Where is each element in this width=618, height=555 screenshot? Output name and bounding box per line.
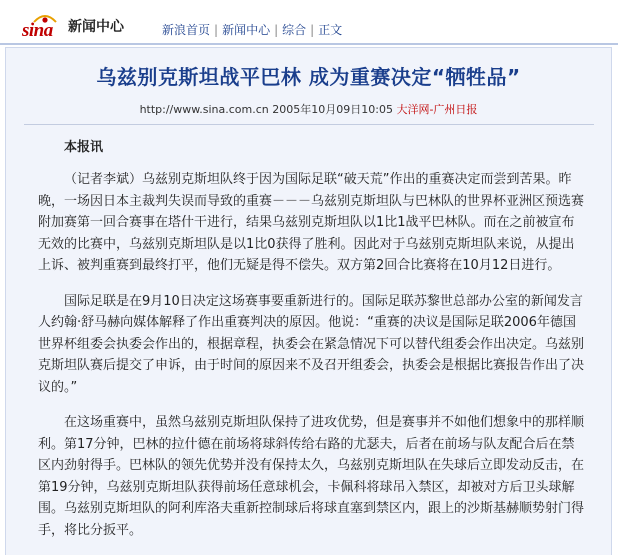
article-headline: 乌兹别克斯坦战平巴林 成为重赛决定“牺牲品”: [96, 65, 521, 89]
breadcrumb-current: 正文: [318, 23, 343, 37]
paragraph: 在这场重赛中，虽然乌兹别克斯坦队保持了进攻优势，但是赛事并不如他们想象中的那样顺利。第17分钟，巴林的拉什德在前场将球斜传给右路的尤瑟夫，后者在前场与队友配合后在禁区内劲射得手。巴林队的领先优势并没有保持太久，乌兹别克斯坦队在失球后立即发动反击，在第19分钟，乌兹别克斯坦队获得前场任意球机会，卡佩科将球吊入禁区，却被对方后卫头球解围。乌兹别克斯坦队的阿利库洛夫重新控制球后将球直塞到禁区内，跟上的沙斯基赫顺势射门得手，将比分扳平。: [38, 415, 585, 538]
breadcrumb-news-link[interactable]: 新闻中心: [222, 23, 271, 37]
section-title: 新闻中心: [68, 19, 124, 35]
breadcrumb-separator: |: [214, 23, 219, 37]
article-meta: [6, 101, 611, 117]
breadcrumb-separator: |: [310, 23, 315, 37]
breadcrumb: [162, 21, 342, 38]
logo-text: sina: [22, 20, 53, 41]
meta-source-link[interactable]: 大洋网-广州日报: [396, 103, 478, 116]
byline: 本报讯: [64, 140, 104, 155]
breadcrumb-home-link[interactable]: 新浪首页: [162, 23, 211, 37]
paragraph: （记者李斌）乌兹别克斯坦队终于因为国际足联“破天荒”作出的重赛决定而尝到苦果。昨晚，一场因日本主裁判失误而导致的重赛－－－乌兹别克斯坦队与巴林队的世界杯亚洲区预选赛附加赛第一回合赛事在塔什干进行，结果乌兹别克斯坦队以1比1战平巴林队。而在之前被宣布无效的比赛中，乌兹别克斯坦队是以1比0获得了胜利。因此对于乌兹别克斯坦队来说，从提出上诉、被判重赛到最终打平，他们无疑是得不偿失。双方第2回合比赛将在10月12日进行。: [38, 172, 585, 273]
meta-time: 2005年10月09日10:05: [272, 103, 393, 116]
article-body: [38, 169, 587, 555]
breadcrumb-separator: |: [274, 23, 279, 37]
paragraph: 国际足联是在9月10日决定这场赛事要重新进行的。国际足联苏黎世总部办公室的新闻发言人约翰·舒马赫向媒体解释了作出重赛判决的原因。他说：“重赛的决议是国际足联2006年德国世界杯组委会执委会作出的，根据章程，执委会在紧急情况下可以替代组委会作出决定。乌兹别克斯坦队赛后提交了申诉，由于时间的原因来不及召开组委会，执委会是根据比赛报告作出了决议的。”: [38, 293, 585, 395]
header-divider: [0, 43, 618, 45]
meta-divider: [24, 124, 594, 125]
site-header: [0, 0, 618, 44]
meta-url: http://www.sina.com.cn: [139, 103, 269, 116]
breadcrumb-general-link[interactable]: 综合: [282, 23, 307, 37]
sina-logo[interactable]: [10, 8, 66, 41]
